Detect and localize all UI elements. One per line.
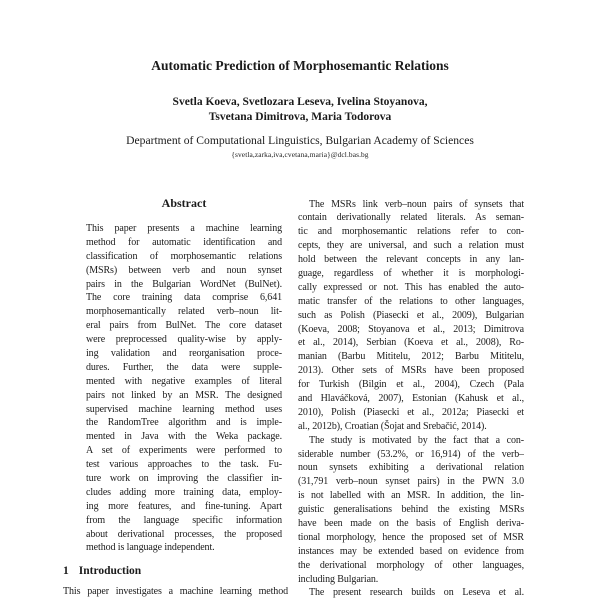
text-line: guage, regardless of whether it is morphologi- bbox=[298, 267, 524, 279]
text-line: siderable number (53.2%, or 16,914) of the verb– bbox=[298, 448, 524, 460]
body-paragraph-3 bbox=[298, 586, 524, 600]
text-line: mented with negative examples of literal bbox=[86, 375, 282, 387]
text-line: for Turkish (Bilgin et al., 2004), Czech (Pala bbox=[298, 379, 524, 391]
abstract-section bbox=[86, 197, 282, 555]
text-line: ing more features, and fine-tuning. Apart bbox=[86, 500, 282, 512]
text-line: cludes adding more training data, employ- bbox=[86, 486, 282, 498]
text-line: ing validation and reorganisation proce- bbox=[86, 348, 282, 360]
text-line: This paper investigates a machine learning method bbox=[63, 586, 288, 598]
text-line: classification of morphosemantic relations bbox=[86, 250, 282, 262]
text-line: (31,791 verb–noun synset pairs) in the PWN 3.0 bbox=[298, 476, 524, 488]
section-number: 1 bbox=[63, 565, 69, 578]
text-line: about derivational processes, the proposed bbox=[86, 528, 282, 540]
abstract-body bbox=[86, 222, 282, 555]
text-line: et al., 2014), Serbian (Koeva et al., 2008), Ro- bbox=[298, 337, 524, 349]
text-line: (Koeva, 2008; Stoyanova et al., 2013; Dimitrova bbox=[298, 323, 524, 335]
text-line: cepts, they are universal, and such a relation must bbox=[298, 240, 524, 252]
text-line: dures. Further, the data were supple- bbox=[86, 361, 282, 373]
text-line: This paper presents a machine learning bbox=[86, 223, 282, 234]
text-line: method for automatic identification and bbox=[86, 236, 282, 248]
section-heading-introduction bbox=[63, 565, 288, 578]
authors-line-1: Svetla Koeva, Svetlozara Leseva, Ivelina Stoyanova, bbox=[172, 96, 428, 108]
text-line: were preprocessed quality-wise by apply- bbox=[86, 334, 282, 346]
text-line: cally expressed or not. This has enabled the auto- bbox=[298, 281, 524, 293]
text-line: contain derivationally related literals. As seman- bbox=[298, 212, 524, 224]
text-line: method is language independent. bbox=[86, 542, 215, 554]
text-line: pairs not linked by an MSR. The designed bbox=[86, 389, 282, 401]
section-title: Introduction bbox=[78, 565, 142, 578]
text-line: test various approaches to the task. Fu- bbox=[86, 459, 282, 471]
text-line: the RandomTree algorithm and is imple- bbox=[86, 417, 282, 429]
text-line: from the language specific information bbox=[86, 514, 282, 526]
text-line: ture work on improving the classifier in- bbox=[86, 473, 282, 485]
text-line: noun synsets exhibiting a derivational relation bbox=[298, 462, 524, 474]
text-line: mented in Java with the Weka package. bbox=[86, 431, 282, 443]
text-line: instances may be extended based on evidence from bbox=[298, 545, 524, 557]
text-line: The MSRs link verb–noun pairs of synsets that bbox=[309, 198, 524, 210]
text-line: 2013). Other sets of MSRs have been proposed bbox=[298, 365, 524, 377]
text-line: pairs in the Bulgarian WordNet (BulNet). bbox=[86, 278, 282, 290]
text-line: eral pairs from BulNet. The core dataset bbox=[86, 320, 282, 332]
text-line: tional morphology, hence the proposed set of MSR bbox=[298, 531, 524, 543]
text-line: guistic generalisations behind the existing MSRs bbox=[298, 504, 524, 516]
text-line: matic transfer of the relations to other languages, bbox=[298, 295, 524, 307]
text-line: such as Polish (Piasecki et al., 2009), Bulgarian bbox=[298, 309, 524, 321]
text-line: including Bulgarian. bbox=[298, 573, 379, 585]
left-column bbox=[63, 197, 288, 599]
text-line: The present research builds on Leseva et al. bbox=[309, 587, 524, 599]
text-line: supervised machine learning method uses bbox=[86, 403, 282, 415]
authors-line-2: Tsvetana Dimitrova, Maria Todorova bbox=[208, 110, 392, 123]
text-line: manian (Barbu Mititelu, 2012; Barbu Mititelu, bbox=[298, 351, 524, 363]
text-line: The study is motivated by the fact that a con- bbox=[309, 434, 524, 446]
text-line: tic and morphosemantic relations refer to con- bbox=[298, 226, 524, 238]
text-line: A set of experiments were performed to bbox=[86, 445, 282, 457]
author-list bbox=[0, 95, 600, 124]
paper-title: Automatic Prediction of Morphosemantic Relations bbox=[151, 58, 449, 73]
body-paragraph-1 bbox=[298, 198, 524, 434]
text-line: and Hlaváčková, 2007), Estonian (Kahusk et al., bbox=[298, 392, 524, 404]
text-line: have been made on the basis of English deriva- bbox=[298, 517, 524, 529]
affiliation: Department of Computational Linguistics, Bulgarian Academy of Sciences bbox=[126, 134, 474, 147]
text-line: is not labelled with an MSR. In addition, the lin- bbox=[298, 490, 524, 502]
text-line: (MSRs) between verb and noun synset bbox=[86, 264, 282, 276]
text-line: morphosemantically related verb–noun lit- bbox=[86, 306, 282, 318]
introduction-paragraph bbox=[63, 585, 288, 599]
text-line: al., 2012b), Croatian (Šojat and Srebačić, 2014). bbox=[298, 420, 487, 432]
text-line: The core training data comprise 6,641 bbox=[86, 292, 282, 304]
body-paragraph-2 bbox=[298, 434, 524, 587]
text-line: hold between the relevant concepts in any lan- bbox=[298, 254, 524, 266]
email-address: {svetla,zarka,iva,cvetana,maria}@dcl.bas.bg bbox=[231, 150, 369, 159]
abstract-heading: Abstract bbox=[161, 196, 207, 210]
text-line: the derivational morphology of other languages, bbox=[298, 559, 524, 571]
right-column bbox=[298, 198, 524, 600]
text-line: 2010), Polish (Piasecki et al., 2012a; Piasecki et bbox=[298, 406, 524, 418]
